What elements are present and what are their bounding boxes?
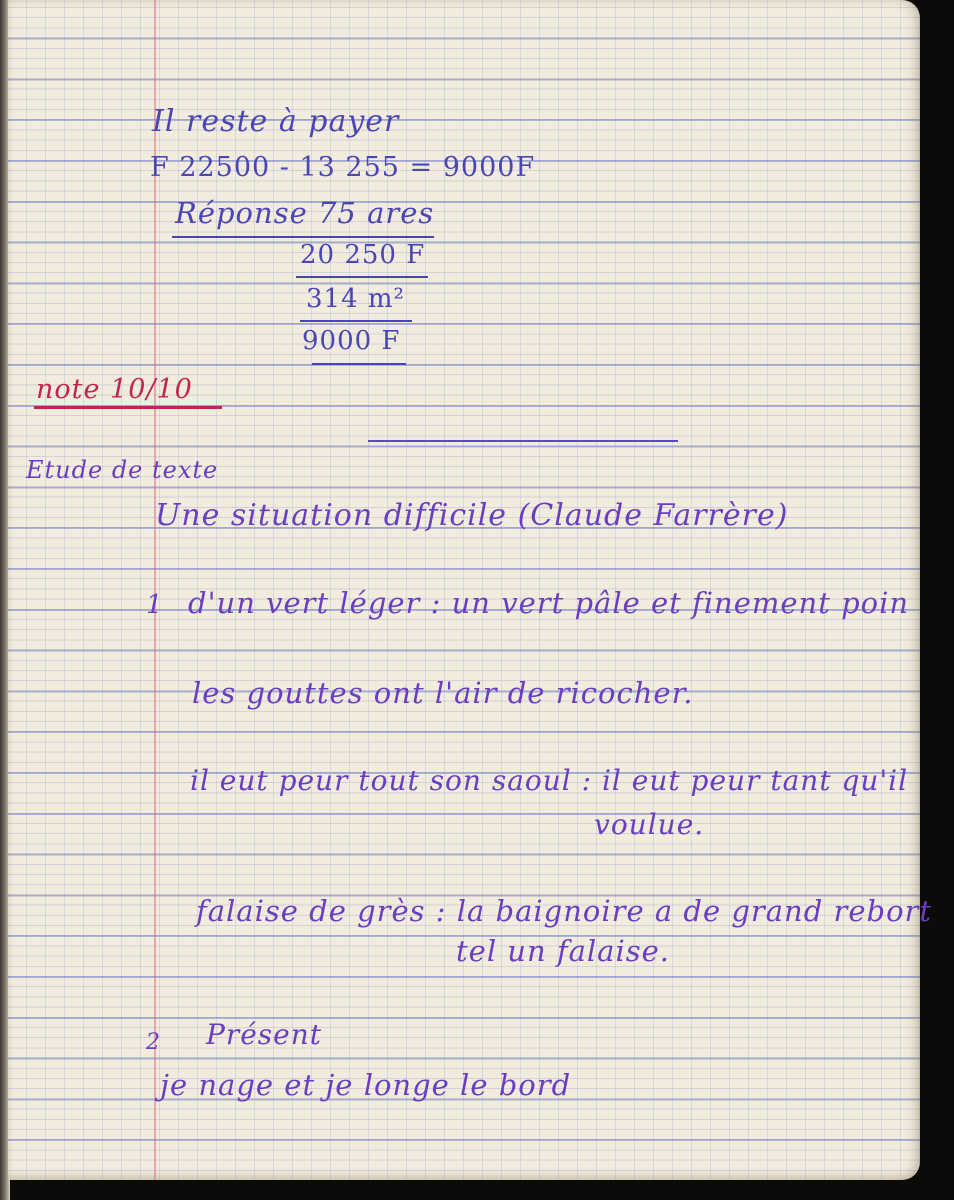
answer-underline: [172, 236, 434, 238]
item-1-line-3b: voulue.: [594, 808, 705, 841]
answer-value-1-underline: [296, 276, 428, 278]
answer-label: Réponse 75 ares: [175, 196, 435, 230]
section-separator: [368, 440, 678, 442]
answer-value-1: 20 250 F: [300, 240, 426, 270]
grade: note 10/10: [36, 374, 193, 405]
study-title: Une situation difficile (Claude Farrère): [155, 498, 789, 533]
answer-value-3: 9000 F: [302, 326, 401, 356]
item-1-line-4b: tel un falaise.: [456, 934, 671, 968]
answer-value-3-underline: [312, 363, 406, 365]
item-1-line-2: les gouttes ont l'air de ricocher.: [192, 676, 694, 710]
study-heading: Etude de texte: [26, 456, 219, 484]
answer-value-2: 314 m²: [306, 284, 405, 314]
grade-underline: [34, 406, 222, 409]
item-1-line-3: il eut peur tout son saoul : il eut peur tant qu'il: [190, 764, 909, 797]
item-1-line-1: d'un vert léger : un vert pâle et finement poin: [188, 586, 910, 620]
answer-value-2-underline: [300, 320, 412, 322]
math-line-2: F 22500 - 13 255 = 9000F: [150, 152, 536, 183]
item-2-line-1: je nage et je longe le bord: [160, 1068, 572, 1102]
item-1-number: 1: [146, 590, 164, 620]
item-2-number: 2: [146, 1030, 161, 1055]
item-1-line-4: falaise de grès : la baignoire a de grand rebort: [196, 894, 933, 928]
item-2-title: Présent: [206, 1018, 323, 1051]
math-line-1: Il reste à payer: [152, 104, 400, 139]
